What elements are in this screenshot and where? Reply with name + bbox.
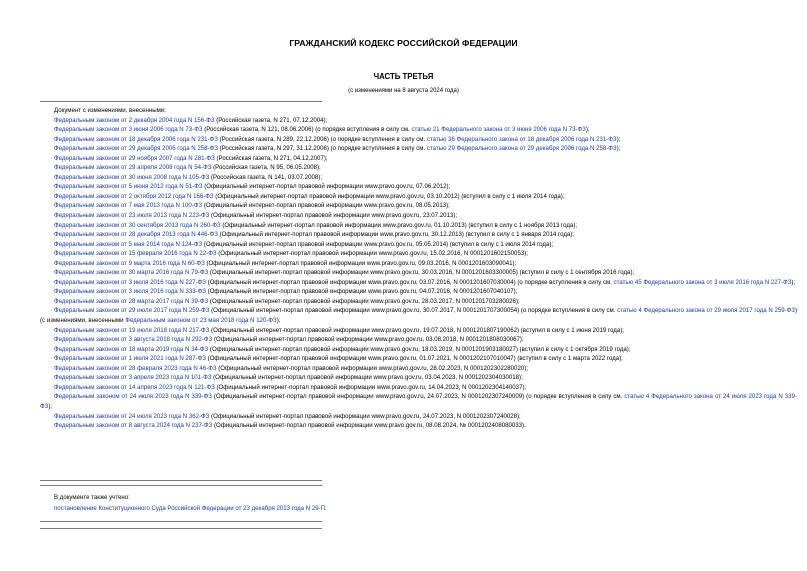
law-link[interactable]: Федеральным законом от 28 марта 2017 года N 39-ФЗ	[54, 297, 209, 305]
also-noted-entry	[40, 503, 740, 514]
amendment-text: );	[616, 145, 621, 153]
amendment-item	[40, 326, 797, 336]
amendment-text: (Российская газета, N 271, 04.12.2007);	[214, 154, 328, 162]
amendment-text: (Официальный интернет-портал правовой информации www.pravo.gov.ru, 15.02.2016, N 0001201602150053);	[216, 250, 528, 258]
amendment-text: (Официальный интернет-портал правовой информации www.pravo.gov.ru, 30.12.2013) (вступил в силу с 1 января 2014 года);	[217, 231, 574, 239]
law-link[interactable]: Федеральным законом от 19 июля 2018 года N 217-ФЗ	[54, 326, 210, 334]
amendment-item	[40, 335, 797, 345]
amendment-item	[40, 163, 797, 173]
document-title: ГРАЖДАНСКИЙ КОДЕКС РОССИЙСКОЙ ФЕДЕРАЦИИ	[289, 38, 518, 48]
amendment-text: );	[585, 126, 590, 134]
law-link[interactable]: Федеральным законом от 28 декабря 2013 года N 446-ФЗ	[54, 231, 218, 239]
law-link[interactable]: Федеральным законом от 29 июля 2017 года N 259-ФЗ	[54, 307, 210, 315]
amendment-text: );	[616, 135, 621, 143]
law-link[interactable]: Федеральным законом от 5 июня 2012 года N 51-ФЗ	[54, 183, 203, 191]
amendment-item	[40, 297, 797, 307]
part-title: ЧАСТЬ ТРЕТЬЯ	[373, 72, 434, 81]
law-link[interactable]: Федеральным законом от 3 июля 2016 года N 333-ФЗ	[54, 288, 206, 296]
amendment-text: (Официальный интернет-портал правовой информации www.pravo.gov.ru, 19.07.2018, N 0001201807190062) (вступил в силу с 1 июня 2019 года);	[209, 326, 624, 334]
amendment-item	[40, 182, 797, 192]
amendment-item	[40, 354, 797, 364]
divider-bottom-2	[40, 528, 322, 529]
amendment-text: (Официальный интернет-портал правовой информации www.pravo.gov.ru, 03.04.2023, N 0001202304030018);	[211, 374, 523, 382]
law-link[interactable]: Федеральным законом от 3 апреля 2023 года N 101-ФЗ	[54, 374, 212, 382]
amendment-text: (Официальный интернет-портал правовой информации www.pravo.gov.ru, 03.10.2012) (вступил в силу с 1 июля 2014 года);	[213, 192, 565, 200]
divider-top	[40, 101, 322, 102]
law-link[interactable]: Федеральным законом от 29 декабря 2006 года N 258-ФЗ	[54, 145, 218, 153]
amendment-item	[40, 201, 797, 211]
law-link[interactable]: Федеральным законом от 14 апреля 2023 года N 121-ФЗ	[54, 383, 215, 391]
amendment-text: (Официальный интернет-портал правовой информации www.pravo.gov.ru, 09.03.2016, N 0001201603090041);	[204, 259, 517, 267]
amendment-text: (Российская газета, N 121, 08.06.2006) (о порядке вступления в силу см.	[202, 126, 412, 134]
amendment-text: );	[276, 317, 281, 325]
law-link[interactable]: Федеральным законом от 8 августа 2024 года N 237-ФЗ	[54, 422, 213, 430]
law-link[interactable]: статью 29 Федерального закона от 29 декабря 2006 года N 258-ФЗ	[426, 145, 617, 153]
amendment-item	[40, 240, 797, 250]
also-noted-intro: В документе также учтено:	[54, 494, 130, 501]
amendment-item	[40, 364, 797, 374]
law-link[interactable]: Федеральным законом от 5 мая 2014 года N 124-ФЗ	[54, 240, 203, 248]
law-link[interactable]: Федеральным законом от 23 мая 2018 года N 120-ФЗ	[125, 317, 277, 325]
law-link[interactable]: Федеральным законом от 24 июля 2023 года N 339-ФЗ	[54, 393, 212, 401]
amendment-item	[40, 154, 797, 164]
amendment-text: (Российская газета, N 297, 31.12.2006) (о порядке вступления в силу см.	[217, 145, 427, 153]
amendment-item	[40, 125, 797, 135]
amendment-item	[40, 249, 797, 259]
amendment-item	[40, 373, 797, 383]
amendment-item	[40, 192, 797, 202]
law-link[interactable]: статью 4 Федерального закона от 24 июля 2023 года N 339-ФЗ	[40, 393, 797, 410]
amendment-item	[40, 278, 797, 288]
amendment-text: (Российская газета, N 141, 03.07.2008);	[209, 173, 323, 181]
amendment-text: );	[791, 278, 796, 286]
law-link[interactable]: Федеральным законом от 28 февраля 2023 года N 46-ФЗ	[54, 364, 217, 372]
amendment-item	[40, 287, 797, 297]
law-link[interactable]: Федеральным законом от 18 марта 2019 года N 34-ФЗ	[54, 345, 209, 353]
amendment-item	[40, 421, 797, 431]
amendment-text: (Официальный интернет-портал правовой информации www.pravo.gov.ru, 24.07.2023, N 0001202307240009) (о порядке вступления в силу см.	[211, 393, 625, 401]
amendments-intro: Документ с изменениями, внесенными:	[54, 107, 166, 114]
amendment-text: (Официальный интернет-портал правовой информации www.pravo.gov.ru, 30.03.2016, N 0001201603300005) (вступил в силу с 1 сентября 2016 года);	[208, 269, 635, 277]
ruling-link[interactable]: постановление Конституционного Суда Российской Федерации от 23 декабря 2013 года N 29-П	[54, 505, 326, 512]
amendment-text: (Официальный интернет-портал правовой информации www.pravo.gov.ru, 03.07.2016, N 0001201607030004) (о порядке вступления в силу см.	[205, 278, 614, 286]
law-link[interactable]: Федеральным законом от 3 июня 2006 года N 73-ФЗ	[54, 126, 203, 134]
amendment-item	[40, 116, 797, 126]
law-link[interactable]: Федеральным законом от 2 декабря 2004 года N 156-ФЗ	[54, 116, 215, 124]
amendment-text: (Официальный интернет-портал правовой информации www.pravo.gov.ru, 30.07.2017, N 0001201707300054) (о порядке вступления в силу см.	[209, 307, 618, 315]
amendment-text: (Официальный интернет-портал правовой информации www.pravo.gov.ru, 01.07.2021, N 0001202107010047) (вступил в силу с 1 марта 2022 года);	[205, 355, 623, 363]
law-link[interactable]: Федеральным законом от 29 апреля 2008 года N 54-ФЗ	[54, 164, 212, 172]
law-link[interactable]: Федеральным законом от 1 июля 2021 года N 287-ФЗ	[54, 355, 206, 363]
law-link[interactable]: Федеральным законом от 29 ноября 2007 года N 281-ФЗ	[54, 154, 215, 162]
amendment-text: );	[48, 402, 53, 410]
amendment-item	[40, 392, 797, 411]
amendment-text: (Официальный интернет-портал правовой информации www.pravo.gov.ru, 18.03.2019, N 0001201903180027) (вступил в силу с 1 октября 2019 года);	[208, 345, 631, 353]
amendments-items	[40, 116, 797, 431]
amendment-text: (Официальный интернет-портал правовой информации www.pravo.gov.ru, 23.07.2013);	[209, 212, 458, 220]
amendment-text: (Официальный интернет-портал правовой информации www.pravo.gov.ru, 01.10.2013) (вступил в силу с 1 ноября 2013 года);	[220, 221, 578, 229]
amendment-item	[40, 144, 797, 154]
amendment-text: (Официальный интернет-портал правовой информации www.pravo.gov.ru, 04.07.2016, N 0001201607040107);	[205, 288, 518, 296]
also-noted-block	[40, 492, 740, 514]
law-link[interactable]: Федеральным законом от 9 марта 2016 года N 60-ФЗ	[54, 259, 205, 267]
law-link[interactable]: статью 21 Федерального закона от 3 июня 2006 года N 73-ФЗ	[411, 126, 586, 134]
law-link[interactable]: статью 36 Федерального закона от 18 декабря 2006 года N 231-ФЗ	[426, 135, 617, 143]
amendment-item	[40, 259, 797, 269]
law-link[interactable]: Федеральным законом от 3 августа 2018 года N 292-ФЗ	[54, 336, 213, 344]
law-link[interactable]: статью 45 Федерального закона от 3 июля 2016 года N 227-ФЗ	[613, 278, 792, 286]
amendment-text: (Официальный интернет-портал правовой информации www.pravo.gov.ru, 03.08.2018, N 0001201808030067);	[212, 336, 524, 344]
amendment-text: (Официальный интернет-портал правовой информации www.pravo.gov.ru, 14.04.2023, N 0001202304140037);	[214, 383, 527, 391]
amendment-text: (Официальный интернет-портал правовой информации www.pravo.gov.ru, 07.06.2012);	[202, 183, 451, 191]
law-link[interactable]: Федеральным законом от 24 июля 2023 года N 362-ФЗ	[54, 412, 210, 420]
amendment-item	[40, 211, 797, 221]
amendment-item	[40, 173, 797, 183]
law-link[interactable]: статью 4 Федерального закона от 29 июля 2017 года N 259-ФЗ	[617, 307, 795, 315]
law-link[interactable]: Федеральным законом от 30 марта 2016 года N 79-ФЗ	[54, 269, 209, 277]
amendment-text: (Официальный интернет-портал правовой информации www.pravo.gov.ru, 24.07.2023, N 0001202307240028);	[209, 412, 521, 420]
law-link[interactable]: Федеральным законом от 30 июня 2008 года N 105-ФЗ	[54, 173, 210, 181]
amendment-text: (Официальный интернет-портал правовой информации www.pravo.gov.ru, 08.05.2013);	[202, 202, 450, 210]
amendment-text: (Официальный интернет-портал правовой информации www.pravo.gov.ru, 08.08.2024, № 0001202408080033).	[212, 422, 526, 430]
law-link[interactable]: Федеральным законом от 15 февраля 2016 года N 22-ФЗ	[54, 250, 217, 258]
amendment-text: (Российская газета, N 271, 07.12.2004);	[214, 116, 328, 124]
amendment-text: (Официальный интернет-портал правовой информации www.pravo.gov.ru, 05.05.2014) (вступил в силу с 1 июля 2014 года);	[202, 240, 554, 248]
law-link[interactable]: Федеральным законом от 23 июля 2013 года N 223-ФЗ	[54, 212, 210, 220]
amendment-item	[40, 221, 797, 231]
amendment-text: ) (с изменениями, внесенными	[40, 307, 797, 325]
amendment-text: (Официальный интернет-портал правовой информации www.pravo.gov.ru, 28.02.2023, N 0001202302280020);	[216, 364, 528, 372]
amendment-text: (Российская газета, N 95, 06.05.2008);	[211, 164, 321, 172]
divider-mid-1	[40, 480, 322, 481]
amendment-item	[40, 230, 797, 240]
amendment-item	[40, 383, 797, 393]
law-link[interactable]: Федеральным законом от 7 мая 2013 года N 100-ФЗ	[54, 202, 203, 210]
amendment-item	[40, 306, 797, 325]
amendment-text: (Официальный интернет-портал правовой информации www.pravo.gov.ru, 28.03.2017, N 0001201703280026);	[208, 297, 520, 305]
divider-mid-2	[40, 485, 322, 486]
edition-note: (с изменениями на 8 августа 2024 года)	[348, 88, 459, 94]
ruling-tail: .	[325, 505, 327, 512]
law-link[interactable]: Федеральным законом от 2 октября 2012 года N 166-ФЗ	[54, 192, 214, 200]
amendment-item	[40, 135, 797, 145]
law-link[interactable]: Федеральным законом от 30 сентября 2013 года N 260-ФЗ	[54, 221, 221, 229]
amendment-item	[40, 268, 797, 278]
divider-bottom-1	[40, 521, 322, 522]
law-link[interactable]: Федеральным законом от 3 июля 2016 года N 227-ФЗ	[54, 278, 206, 286]
amendment-item	[40, 412, 797, 422]
law-link[interactable]: Федеральным законом от 18 декабря 2006 года N 231-ФЗ	[54, 135, 218, 143]
amendment-item	[40, 345, 797, 355]
amendments-list	[40, 106, 797, 431]
amendment-text: (Российская газета, N 289, 22.12.2006) (о порядке вступления в силу см.	[217, 135, 427, 143]
